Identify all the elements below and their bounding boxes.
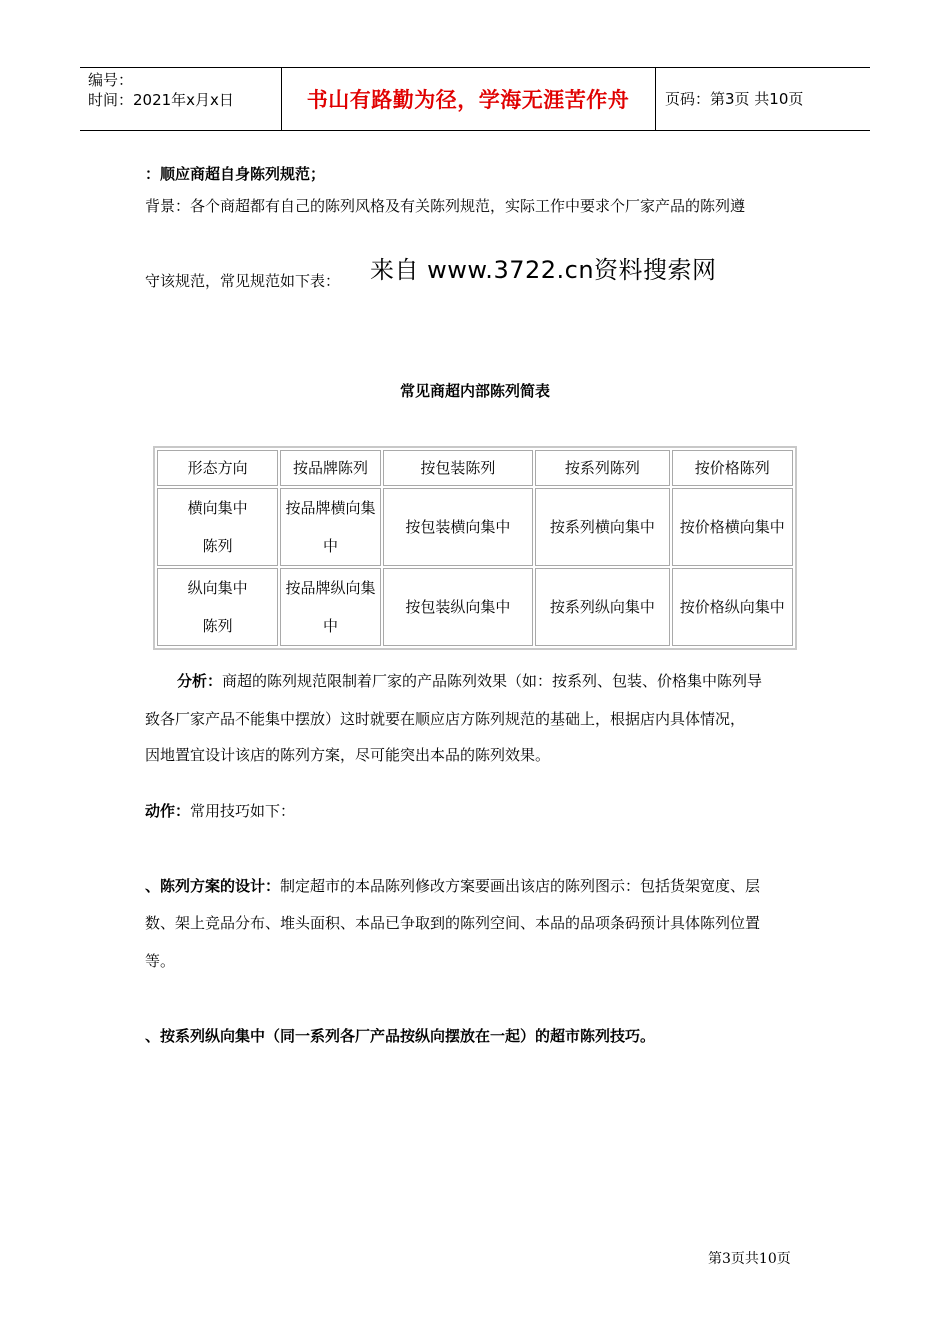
table-header-row: [157, 450, 793, 486]
table-cell: 按包装纵向集中: [383, 568, 533, 646]
table-header-cell: 按品牌陈列: [280, 450, 380, 486]
table-cell: 横向集中陈列: [157, 488, 278, 566]
section-heading: ：顺应商超自身陈列规范；: [145, 165, 326, 183]
analysis-paragraph: [145, 662, 815, 700]
action-text: 常用技巧如下：: [190, 802, 296, 820]
design-paragraph: [145, 867, 815, 905]
table-header-cell: 按价格陈列: [672, 450, 793, 486]
analysis-line-2: 致各厂家产品不能集中摆放）这时就要在顺应店方陈列规范的基础上，根据店内具体情况，: [145, 710, 746, 728]
display-rules-table: [153, 446, 797, 650]
table-cell: 按系列横向集中: [535, 488, 669, 566]
header-motto: 书山有路勤为径，学海无涯苦作舟: [306, 88, 630, 112]
table-cell: 纵向集中陈列: [157, 568, 278, 646]
header-page-info: 页码：第3页 共10页: [665, 90, 804, 108]
analysis-text: 商超的陈列规范限制着厂家的产品陈列效果（如：按系列、包装、价格集中陈列导: [222, 672, 763, 690]
table-header-cell: 按系列陈列: [535, 450, 669, 486]
design-text: 制定超市的本品陈列修改方案要画出该店的陈列图示：包括货架宽度、层: [280, 877, 761, 895]
background-line-1: 背景：各个商超都有自己的陈列风格及有关陈列规范，实际工作中要求个厂家产品的陈列遵: [145, 197, 746, 215]
table-title: 常见商超内部陈列简表: [399, 382, 550, 400]
table-header-cell: 形态方向: [157, 450, 278, 486]
background-line-2: 守该规范，常见规范如下表：: [145, 272, 341, 290]
table-row: [157, 488, 793, 566]
design-label: 、陈列方案的设计：: [145, 877, 281, 895]
analysis-line-3: 因地置宜设计该店的陈列方案，尽可能突出本品的陈列效果。: [145, 746, 551, 764]
design-line-2: 数、架上竞品分布、堆头面积、本品已争取到的陈列空间、本品的品项条码预计具体陈列位置: [145, 914, 761, 932]
table-cell: 按价格纵向集中: [672, 568, 793, 646]
table-cell: 按系列纵向集中: [535, 568, 669, 646]
action-label: 动作：: [145, 802, 191, 820]
table-cell: 按包装横向集中: [383, 488, 533, 566]
table-header-cell: 按包装陈列: [383, 450, 533, 486]
action-paragraph: [145, 792, 815, 830]
analysis-label: 分析：: [177, 672, 223, 690]
watermark-text: 来自 www.3722.cn资料搜索网: [370, 256, 717, 284]
table-cell: 按品牌横向集中: [280, 488, 380, 566]
footer-page-info: 第3页共10页: [708, 1251, 791, 1267]
page-header: [80, 67, 870, 131]
design-line-3: 等。: [145, 952, 176, 970]
table-cell: 按价格横向集中: [672, 488, 793, 566]
table-cell: 按品牌纵向集中: [280, 568, 380, 646]
header-number-label: 编号：: [88, 71, 134, 89]
header-time-label: 时间：2021年x月x日: [88, 91, 234, 109]
technique-heading: 、按系列纵向集中（同一系列各厂产品按纵向摆放在一起）的超市陈列技巧。: [145, 1027, 656, 1045]
header-divider: [655, 68, 656, 130]
table-row: [157, 568, 793, 646]
header-meta: [88, 70, 234, 110]
